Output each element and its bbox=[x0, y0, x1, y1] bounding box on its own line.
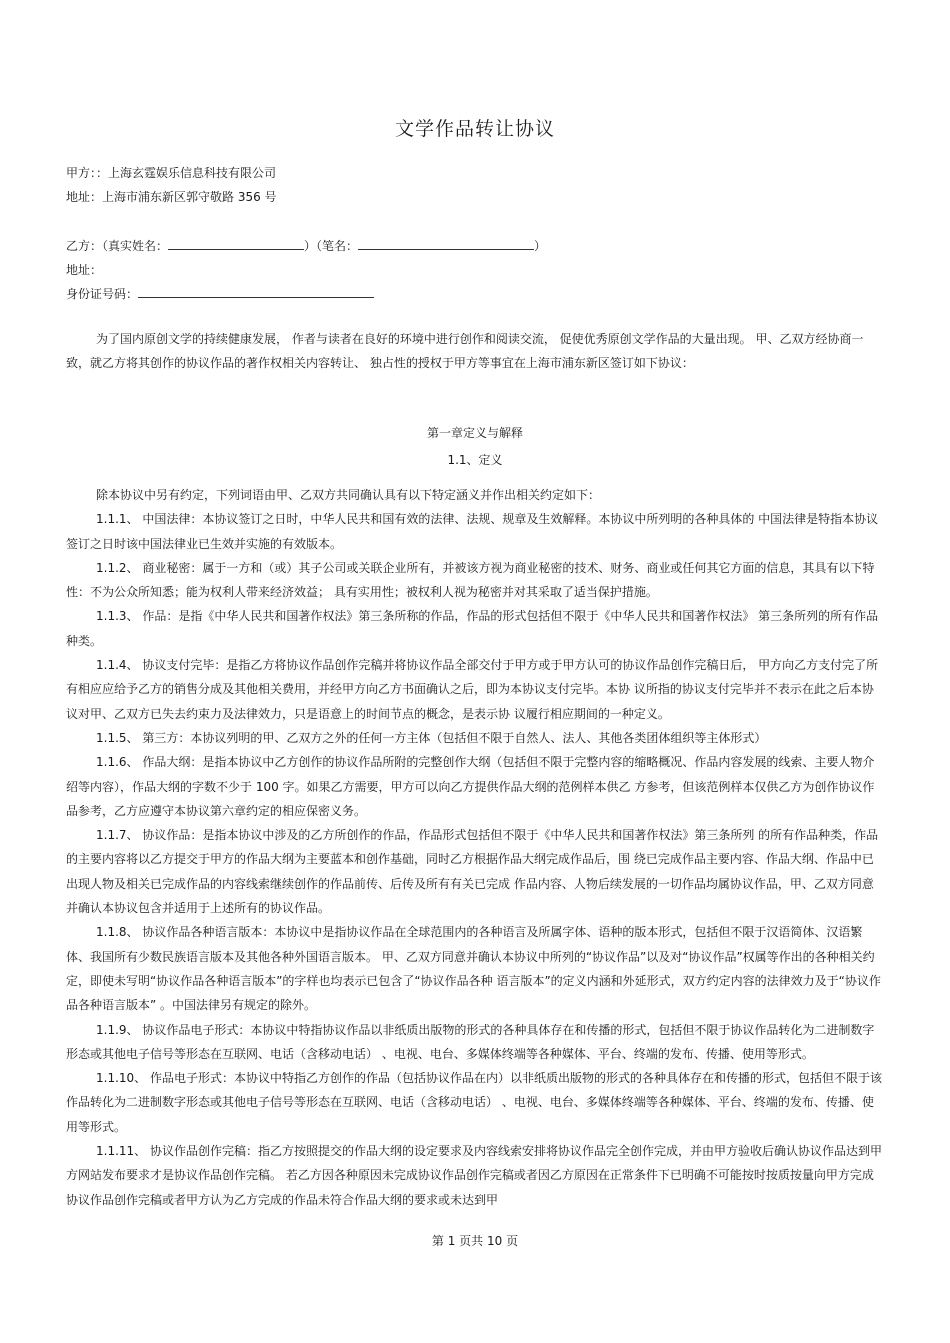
definitions-body bbox=[66, 483, 882, 1212]
party-b-name-line bbox=[66, 237, 546, 255]
paragraph: 1.1.6、 作品大纲：是指本协议中乙方创作的协议作品所附的完整创作大纲（包括但不限于完整内容的缩略概况、作品内容发展的线索、主要人物介绍等内容），作品大纲的字数不少于 100 字。如果乙方需要，甲方可以向乙方提供作品大纲的范例样本供乙 方参考，但该范例样本仅供乙方为创作协议作品参考，乙方应遵守本协议第六章约定的相应保密义务。 bbox=[66, 755, 875, 818]
party-a-name: 甲方：：上海玄霆娱乐信息科技有限公司 bbox=[66, 166, 277, 180]
party-b-id-line bbox=[66, 285, 374, 303]
real-name-blank bbox=[168, 238, 304, 250]
page-title: 文学作品转让协议 bbox=[394, 118, 555, 140]
party-b-name-label: 乙方：（真实姓名： bbox=[66, 239, 169, 253]
preamble-block bbox=[66, 327, 882, 376]
paragraph: 1.1.5、 第三方：本协议列明的甲、乙双方之外的任何一方主体（包括但不限于自然人、法人、其他各类团体组织等主体形式） bbox=[96, 730, 767, 745]
paragraph: 1.1.11、 协议作品创作完稿：指乙方按照提交的作品大纲的设定要求及内容线索安排将协议作品完全创作完成，并由甲方验收后确认协议作品达到甲方网站发布要求才是协议作品创作完稿。 若乙方因各种原因未完成协议作品创作完稿或者因乙方原因在正常条件下已明确不可能按时按质按量向甲方完成协议作品创作完稿或者甲方认为乙方完成的作品未符合作品大纲的要求或未达到甲 bbox=[66, 1144, 882, 1207]
party-b-address: 地址： bbox=[66, 263, 103, 277]
paragraph: 1.1.1、 中国法律：本协议签订之日时，中华人民共和国有效的法律、法规、规章及生效解释。本协议中所列明的各种具体的 中国法律是特指本协议签订之日时该中国法律业已生效并实施的有效版本。 bbox=[66, 512, 879, 551]
paragraph: 1.1.7、 协议作品：是指本协议中涉及的乙方所创作的作品，作品形式包括但不限于《中华人民共和国著作权法》第三条所列 的所有作品种类，作品的主要内容将以乙方提交于甲方的作品大纲为主要蓝本和创作基础，同时乙方根据作品大纲完成作品后，围 绕已完成作品主要内容、作品大纲、作品中已出现人物及相关已完成作品的内容线索继续创作的作品前传、后传及所有有关已完成 作品内容、人物后续发展的一切作品均属协议作品，甲、乙双方同意并确认本协议包含并适用于上述所有的协议作品。 bbox=[66, 828, 879, 916]
paragraph: 1.1.9、 协议作品电子形式：本协议中特指协议作品以非纸质出版物的形式的各种具体存在和传播的形式，包括但不限于协议作品转化为二进制数字形态或其他电子信号等形态在互联网、电话（含移动电话） 、电视、电台、多媒体终端等各种媒体、平台、终端的发布、传播、使用等形式。 bbox=[66, 1022, 875, 1061]
paragraph: 除本协议中另有约定，下列词语由甲、乙双方共同确认具有以下特定涵义并作出相关约定如下： bbox=[96, 488, 601, 502]
paragraph: 1.1.4、 协议支付完毕：是指乙方将协议作品创作完稿并将协议作品全部交付于甲方或于甲方认可的协议作品创作完稿日后， 甲方向乙方支付完了所有相应应给予乙方的销售分成及其他相关费用，并经甲方向乙方书面确认之后，即为本协议支付完毕。本协 议所指的协议支付完毕并不表示在此之后本协议对甲、乙双方已失去约束力及法律效力，只是语意上的时间节点的概念，是表示协 议履行相应期间的一种定义。 bbox=[66, 658, 879, 721]
page-footer: 第 1 页共 10 页 bbox=[431, 1234, 519, 1248]
pen-name-blank bbox=[358, 238, 534, 250]
paragraph: 1.1.2、 商业秘密：属于一方和（或）其子公司或关联企业所有，并被该方视为商业秘密的技术、财务、商业或任何其它方面的信息，其具有以下特性：不为公众所知悉；能为权利人带来经济效益； 具有实用性；被权利人视为秘密并对其采取了适当保护措施。 bbox=[66, 560, 875, 600]
id-label: 身份证号码： bbox=[66, 287, 139, 301]
section-title: 1.1、定义 bbox=[447, 453, 503, 467]
paragraph: 1.1.10、 作品电子形式：本协议中特指乙方创作的作品（包括协议作品在内）以非纸质出版物的形式的各种具体存在和传播的形式，包括但不限于该作品转化为二进制数字形态或其他电子信号等形态在互联网、电话（含移动电话） 、电视、电台、多媒体终端等各种媒体、平台、终端的发布、传播、使用等形式。 bbox=[66, 1071, 882, 1134]
preamble: 为了国内原创文学的持续健康发展， 作者与读者在良好的环境中进行创作和阅读交流， 促使优秀原创文学作品的大量出现。 甲、乙双方经协商一致，就乙方将其创作的协议作品的著作权相关内容转让、 独占性的授权于甲方等事宜在上海市浦东新区签订如下协议： bbox=[66, 332, 864, 371]
chapter-title: 第一章定义与解释 bbox=[426, 426, 523, 440]
pen-name-label: ）（笔名： bbox=[304, 239, 359, 253]
paragraph: 1.1.3、 作品：是指《中华人民共和国著作权法》第三条所称的作品，作品的形式包括但不限于《中华人民共和国著作权法》 第三条所列的所有作品种类。 bbox=[66, 609, 879, 648]
party-a-address: 地址：上海市浦东新区郭守敬路 356 号 bbox=[66, 190, 277, 204]
id-number-blank bbox=[138, 286, 374, 298]
party-b-name-end: ） bbox=[534, 239, 547, 253]
paragraph: 1.1.8、 协议作品各种语言版本：本协议中是指协议作品在全球范围内的各种语言及所属字体、语种的版本形式，包括但不限于汉语简体、汉语繁体、我国所有少数民族语言版本及其他各种外国语言版本。 甲、乙双方同意并确认本协议中所列的“协议作品”以及对“协议作品”权属等作出的各种相关约定，即使未写明“协议作品各种语言版本”的字样也均表示已包含了“协议作品各种 语言版本”的定义内涵和外延形式，双方约定内容的法律效力及于“协议作品各种语言版本” 。中国法律另有规定的除外。 bbox=[66, 925, 881, 1013]
